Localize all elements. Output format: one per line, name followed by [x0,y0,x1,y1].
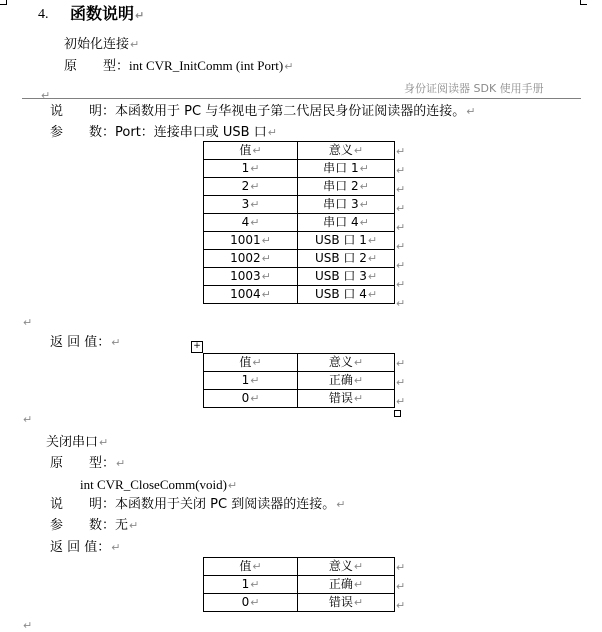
row-end-mark: ↵ [396,599,406,612]
row-end-mark: ↵ [396,259,406,272]
table-cell: USB 口 2↵ [298,250,395,268]
row-end-mark: ↵ [396,145,406,158]
table-cell: 正确↵ [298,372,395,390]
func2-return-label: 返 回 值：↵ [50,540,121,555]
table-row [204,178,395,196]
table-row [204,232,395,250]
table-header-row [204,142,395,160]
table-cell: 1↵ [204,576,298,594]
table-header-row [204,558,395,576]
row-end-mark: ↵ [396,580,406,593]
func2-name: 关闭串口↵ [46,435,109,450]
table-header-cell: 意义↵ [298,354,395,372]
func1-param-line: 参 数：Port：连接串口或 USB 口↵ [50,125,277,140]
table-cell: 串口 3↵ [298,196,395,214]
table-cell: 0↵ [204,390,298,408]
table-header-cell: 意义↵ [298,142,395,160]
row-end-mark: ↵ [396,395,406,408]
table-row [204,268,395,286]
table-cell: USB 口 1↵ [298,232,395,250]
row-end-mark: ↵ [396,202,406,215]
page-header: 身份证阅读器 SDK 使用手册 [404,82,544,95]
table-row [204,214,395,232]
page-corner-mark-left [0,0,7,5]
table-resize-handle-icon[interactable] [394,410,401,417]
table-cell: USB 口 4↵ [298,286,395,304]
para-mark: ↵ [23,413,33,426]
table-cell: 1001↵ [204,232,298,250]
section-number: 4. [38,7,49,22]
func2-proto: int CVR_CloseComm(void)↵ [80,477,238,492]
table-cell: 1002↵ [204,250,298,268]
table-cell: USB 口 3↵ [298,268,395,286]
func1-name: 初始化连接↵ [64,37,140,52]
table-cell: 串口 1↵ [298,160,395,178]
table-move-handle-icon[interactable]: + [191,341,203,353]
table-row [204,390,395,408]
table-cell: 串口 4↵ [298,214,395,232]
table-cell: 1003↵ [204,268,298,286]
table-row [204,576,395,594]
func2-param-line: 参 数：无↵ [50,518,139,533]
table-cell: 正确↵ [298,576,395,594]
row-end-mark: ↵ [396,240,406,253]
param-table [203,141,395,304]
func2-proto-label: 原 型：↵ [50,456,126,471]
table-cell: 错误↵ [298,390,395,408]
func2-desc-line: 说 明：本函数用于关闭 PC 到阅读器的连接。↵ [50,497,346,512]
table-header-row [204,354,395,372]
table-header-cell: 值↵ [204,354,298,372]
row-end-mark: ↵ [396,278,406,291]
table-row [204,196,395,214]
table-header-cell: 意义↵ [298,558,395,576]
func1-desc-line: 说 明：本函数用于 PC 与华视电子第二代居民身份证阅读器的连接。↵ [50,104,476,119]
table-row [204,160,395,178]
row-end-mark: ↵ [396,376,406,389]
page-corner-mark-right [580,0,587,5]
table-cell: 1004↵ [204,286,298,304]
row-end-mark: ↵ [396,561,406,574]
table-cell: 错误↵ [298,594,395,612]
table-cell: 1↵ [204,372,298,390]
return-table-1 [203,353,395,408]
table-row [204,250,395,268]
row-end-mark: ↵ [396,221,406,234]
row-end-mark: ↵ [396,297,406,310]
table-header-cell: 值↵ [204,558,298,576]
table-row [204,594,395,612]
table-cell: 4↵ [204,214,298,232]
table-header-cell: 值↵ [204,142,298,160]
section-title: 函数说明↵ [70,4,145,23]
row-end-mark: ↵ [396,183,406,196]
func1-return-label: 返 回 值：↵ [50,335,121,350]
para-mark: ↵ [41,89,51,102]
table-cell: 3↵ [204,196,298,214]
para-mark: ↵ [23,619,33,632]
table-cell: 2↵ [204,178,298,196]
table-cell: 0↵ [204,594,298,612]
para-mark: ↵ [23,316,33,329]
func1-proto-line: 原 型：int CVR_InitComm (int Port)↵ [64,58,294,74]
table-cell: 1↵ [204,160,298,178]
table-row [204,372,395,390]
header-rule [22,98,581,99]
row-end-mark: ↵ [396,357,406,370]
row-end-mark: ↵ [396,164,406,177]
table-cell: 串口 2↵ [298,178,395,196]
return-table-2 [203,557,395,612]
table-row [204,286,395,304]
